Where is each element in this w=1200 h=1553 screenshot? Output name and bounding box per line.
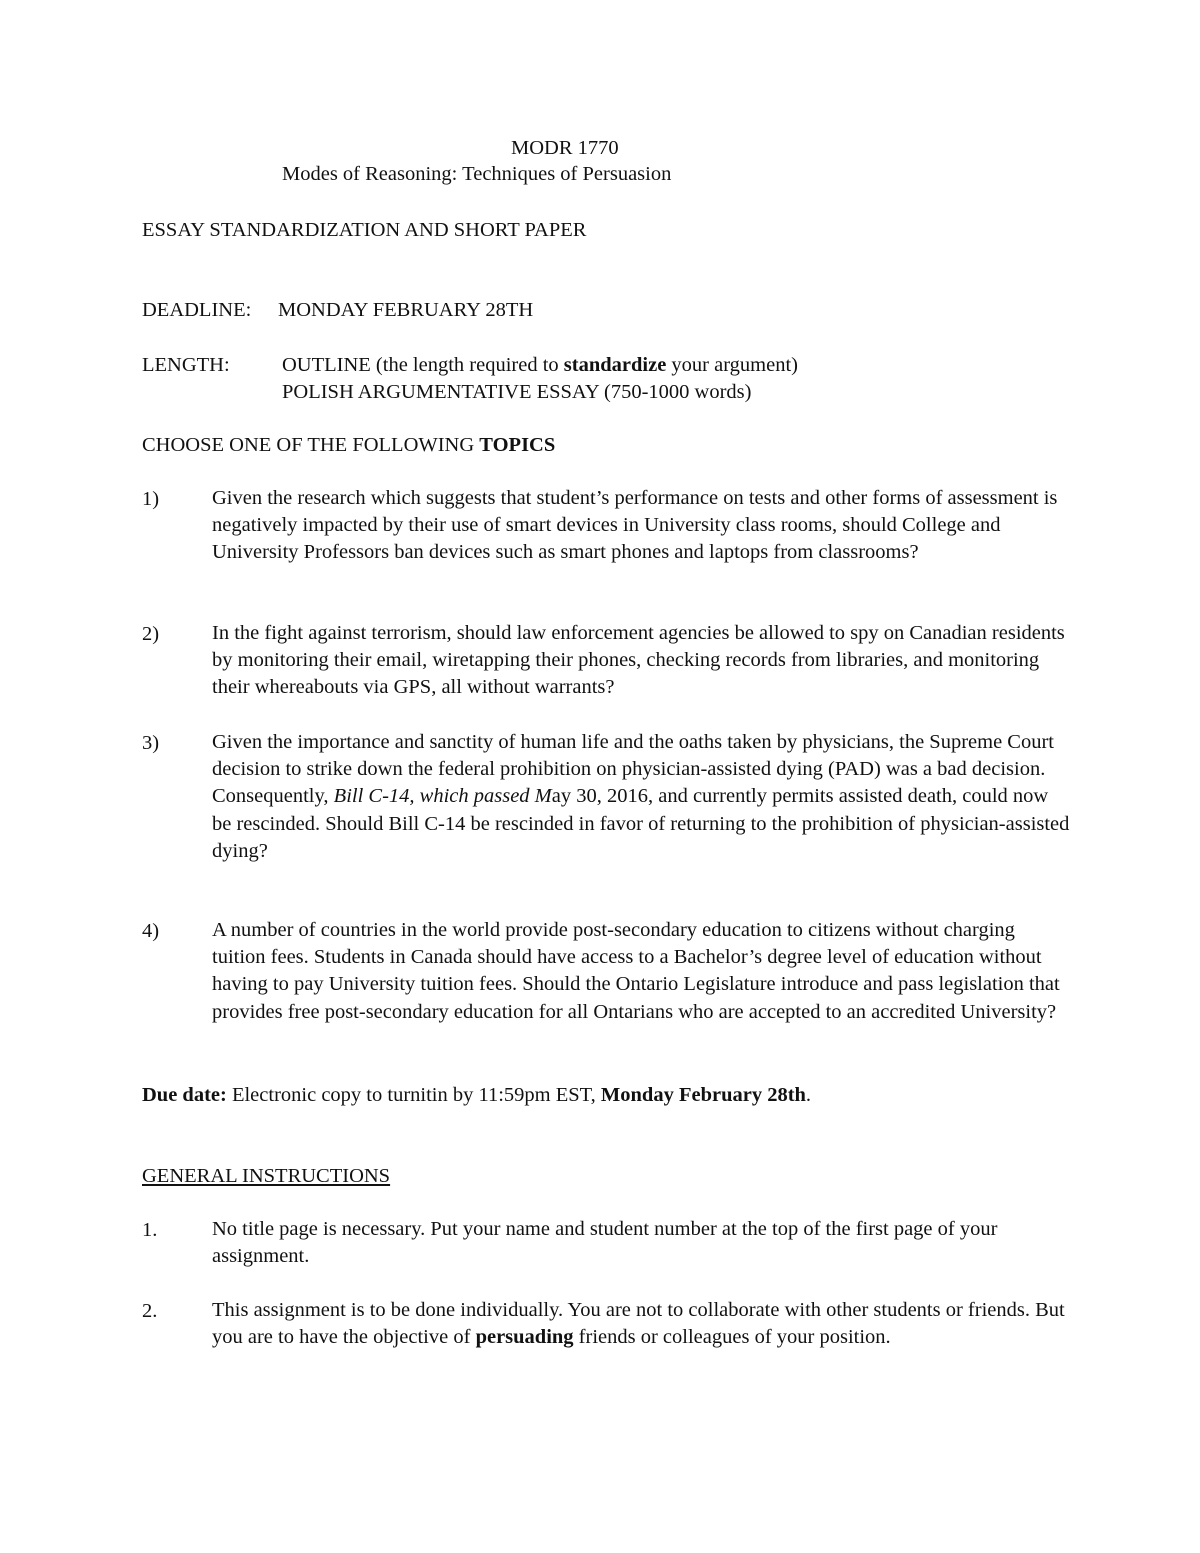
topic-text: A number of countries in the world provide post-secondary education to citizens without charging tuition fees. Students in Canada should have access to a Bachelor’s degree level of education without having to pay University tuition fees. Should the Ontario Legislature introduce and pass legislation that provides free post-secondary education for all Ontarians who are accepted to an accredited University? <box>212 919 1060 1023</box>
due-date-bold: Monday February 28th <box>600 1084 806 1106</box>
general-instructions-heading: GENERAL INSTRUCTIONS <box>142 1165 391 1187</box>
choose-text: CHOOSE ONE OF THE FOLLOWING <box>142 434 480 456</box>
choose-topics-heading <box>142 431 555 459</box>
due-date-line <box>142 1081 811 1109</box>
instruction-text: No title page is necessary. Put your name and student number at the top of the first page of your assignment. <box>212 1218 998 1268</box>
course-code: MODR 1770 <box>511 137 619 159</box>
instruction-number: 1. <box>142 1219 158 1241</box>
instruction-text-bold: persuading <box>475 1326 574 1349</box>
instruction-number: 2. <box>142 1300 158 1322</box>
due-date-label: Due date: <box>142 1084 227 1106</box>
length-label: LENGTH: <box>142 354 230 376</box>
topic-number: 1) <box>142 488 160 510</box>
length-outline-text-end: your argument) <box>666 354 798 376</box>
length-essay: POLISH ARGUMENTATIVE ESSAY (750-1000 words) <box>282 381 752 403</box>
length-outline-text: OUTLINE (the length required to <box>282 354 564 376</box>
topic-number: 2) <box>142 623 160 645</box>
instruction-text-part: friends or colleagues of your position. <box>573 1326 891 1349</box>
instruction-text-part: This assignment is to be done individually. You are not to collaborate with other students or friends. But you are to have the objective of <box>212 1299 1065 1349</box>
topic-number: 4) <box>142 920 160 942</box>
length-outline-emphasis: standardize <box>563 354 667 376</box>
deadline-label: DEADLINE: <box>142 299 252 321</box>
topic-text-part: ay 30, 2016, and currently permits assisted death, could now be rescinded. Should Bill C-14 be rescinded in favor of returning to the prohibition of physician-assisted dying? <box>212 785 1070 862</box>
deadline-value: MONDAY FEBRUARY 28TH <box>278 299 534 321</box>
choose-topics-bold: TOPICS <box>479 434 556 456</box>
topic-text: Given the research which suggests that student’s performance on tests and other forms of assessment is negatively impacted by their use of smart devices in University class rooms, should College and University Professors ban devices such as smart phones and laptops from classrooms? <box>212 487 1058 564</box>
assignment-title: ESSAY STANDARDIZATION AND SHORT PAPER <box>142 219 587 241</box>
topic-text <box>212 729 1072 865</box>
topic-text-part: Given the importance and sanctity of human life and the oaths taken by physicians, the Supreme Court decision to strike down the federal prohibition on physician-assisted dying (PAD) was a bad decision. Consequently, <box>212 731 1054 808</box>
due-date-end: . <box>805 1084 812 1106</box>
topic-text-italic: Bill C-14, which passed M <box>333 785 552 808</box>
instruction-text <box>212 1297 1072 1351</box>
course-title: Modes of Reasoning: Techniques of Persuasion <box>282 163 672 185</box>
topic-number: 3) <box>142 732 160 754</box>
length-outline <box>282 351 798 379</box>
due-date-text: Electronic copy to turnitin by 11:59pm EST, <box>226 1084 601 1106</box>
topic-text: In the fight against terrorism, should law enforcement agencies be allowed to spy on Canadian residents by monitoring their email, wiretapping their phones, checking records from libraries, and monitoring their whereabouts via GPS, all without warrants? <box>212 622 1065 699</box>
